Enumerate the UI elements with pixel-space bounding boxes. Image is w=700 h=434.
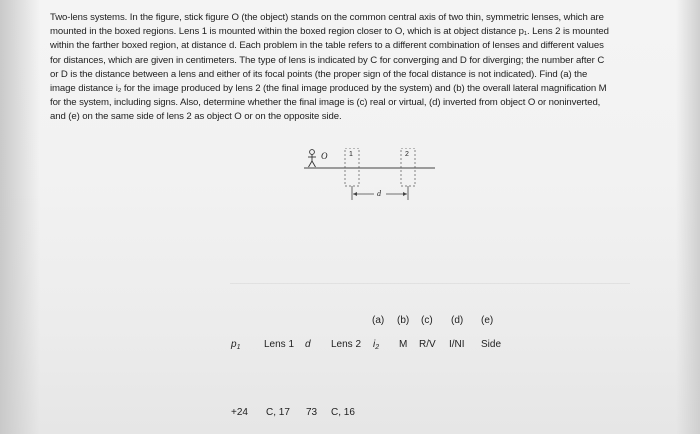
- problem-line: image distance i₂ for the image produced by lens 2 (the final image produced by the system) and (b) the overall lateral magnification M: [50, 83, 607, 95]
- cell-d: 73: [306, 407, 318, 418]
- arrowhead-right-icon: [403, 192, 407, 196]
- header-m: M: [399, 339, 408, 350]
- lens-2-label: 2: [405, 151, 409, 158]
- problem-line: or D is the distance between a lens and either of its focal points (the proper sign of the focal distance is not indicated). Find (a) the: [50, 68, 588, 80]
- header-lens-1: Lens 1: [264, 339, 295, 350]
- header-real-virtual: R/V: [419, 339, 436, 350]
- part-label-e: (e): [481, 315, 494, 326]
- stick-figure-icon: [308, 150, 316, 167]
- problem-line: mounted in the boxed regions. Lens 1 is mounted within the boxed region closer to O, which is at object distance p₁. Lens 2 is mounted: [50, 26, 609, 38]
- problem-line: and (e) on the same side of lens 2 as object O or on the opposite side.: [50, 111, 342, 123]
- header-i2: [373, 339, 379, 351]
- problem-statement: [50, 11, 690, 125]
- part-label-d: (d): [451, 315, 464, 326]
- header-side: Side: [481, 339, 502, 350]
- distance-label: d: [377, 189, 381, 198]
- cell-lens-1: C, 17: [266, 407, 290, 418]
- header-inverted: I/NI: [449, 339, 465, 350]
- object-label: O: [321, 151, 328, 161]
- lens-1-label: 1: [349, 151, 353, 158]
- header-p1-main: p: [231, 339, 237, 350]
- header-p1: [231, 339, 240, 351]
- arrowhead-left-icon: [353, 192, 357, 196]
- cell-p1: +24: [231, 407, 248, 418]
- problem-line: within the farther boxed region, at distance d. Each problem in the table refers to a different combination of lenses and different values: [50, 40, 604, 52]
- table-header-row: [0, 339, 700, 353]
- photo-shadow-left: [0, 0, 40, 434]
- header-d: d: [305, 339, 311, 350]
- header-i2-main: i: [373, 339, 376, 350]
- header-lens-2: Lens 2: [331, 339, 362, 350]
- part-label-a: (a): [372, 315, 385, 326]
- problem-line: Two-lens systems. In the figure, stick figure O (the object) stands on the common central axis of two thin, symmetric lenses, which are: [50, 12, 604, 23]
- part-labels-row: [0, 315, 700, 329]
- header-i2-sub: 2: [375, 344, 380, 351]
- two-lens-diagram: [300, 148, 435, 210]
- part-label-c: (c): [421, 315, 433, 326]
- part-label-b: (b): [397, 315, 410, 326]
- problem-line: for the system, including signs. Also, determine whether the final image is (c) real or virtual, (d) inverted from object O or noninverted,: [50, 97, 601, 109]
- cell-lens-2: C, 16: [331, 407, 355, 418]
- header-p1-sub: 1: [236, 344, 241, 351]
- table-row: [0, 407, 700, 421]
- problem-line: for distances, which are given in centimeters. The type of lens is indicated by C for converging and D for diverging; the number after C: [50, 54, 605, 66]
- faint-rule: [230, 283, 630, 284]
